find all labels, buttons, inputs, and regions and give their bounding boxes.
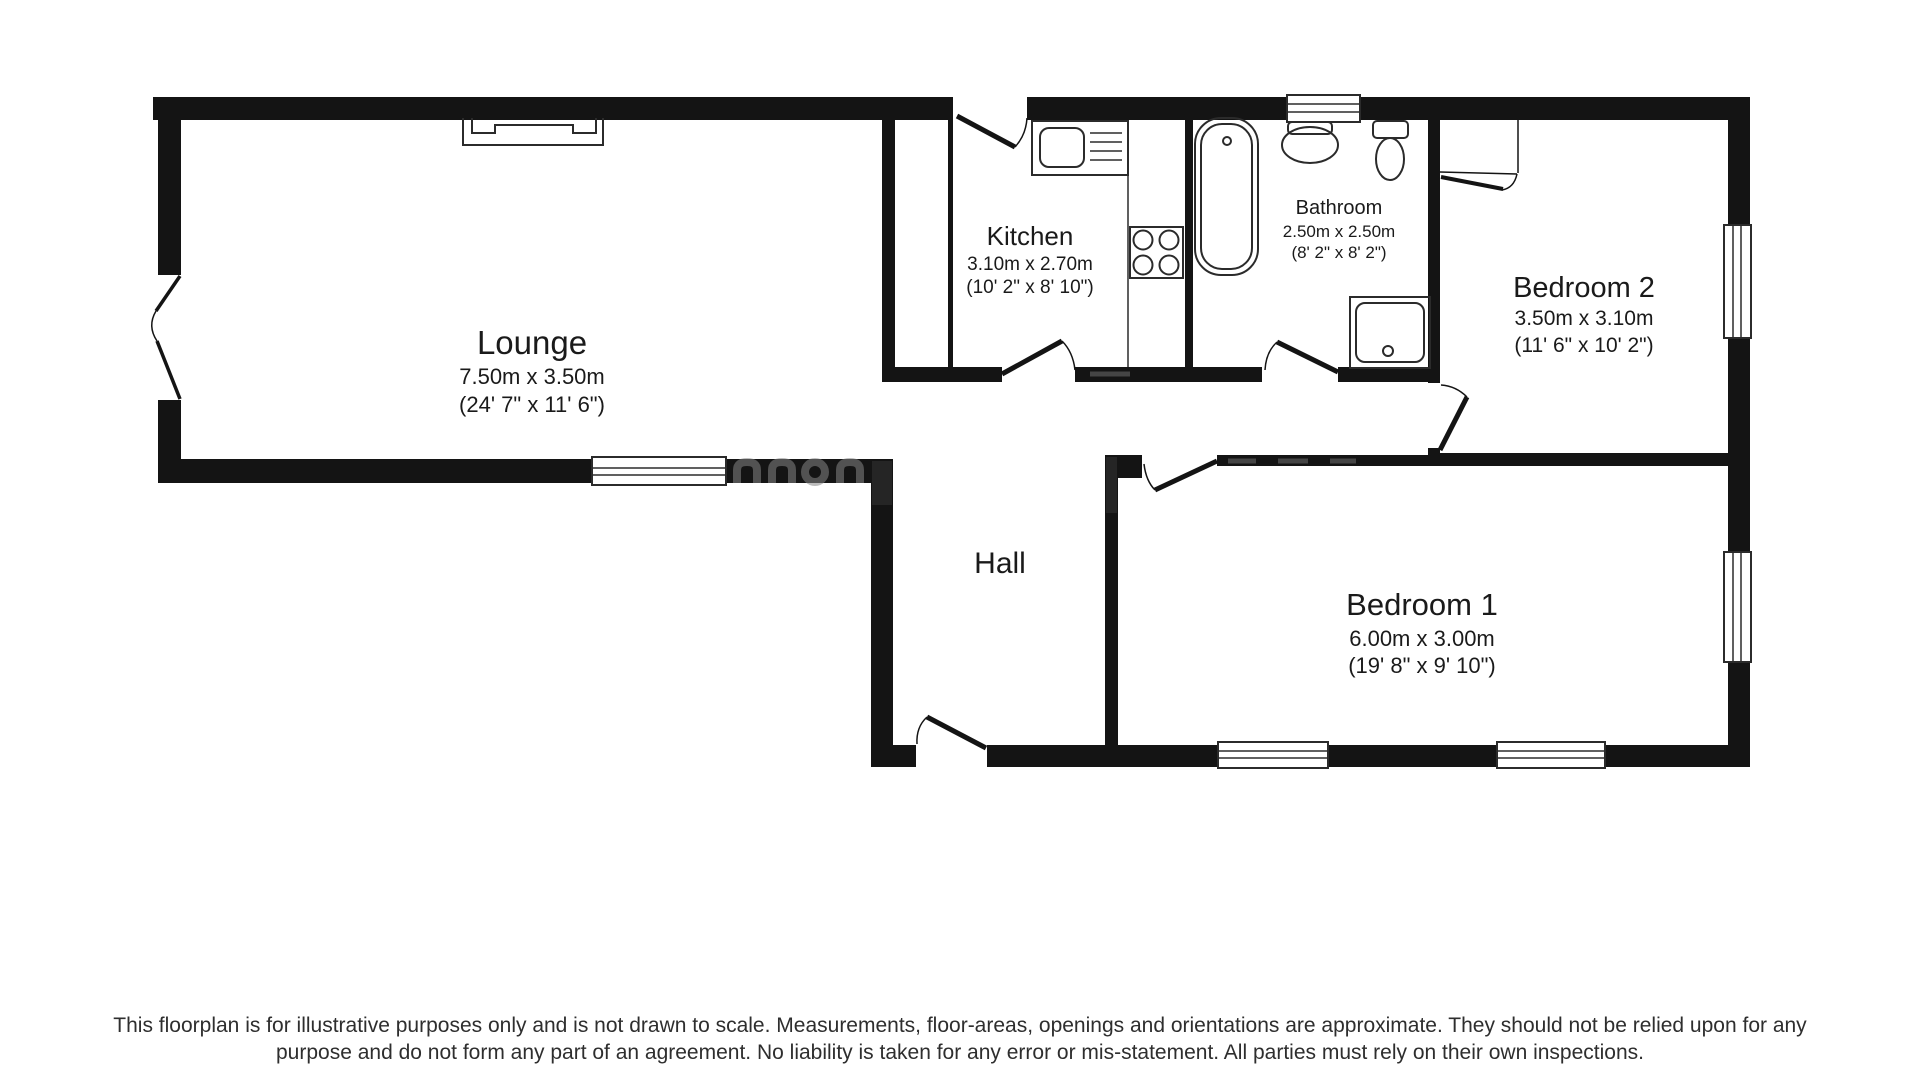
basin: [1282, 122, 1338, 163]
room-dimensions-imperial: (24' 7" x 11' 6"): [459, 391, 605, 417]
room-dimensions-imperial: (11' 6" x 10' 2"): [1514, 333, 1654, 357]
bathtub: [1195, 118, 1258, 275]
door-bedroom2-cupboard: [1440, 118, 1518, 190]
room-name: Bedroom 1: [1346, 587, 1498, 622]
room-dimensions-imperial: (19' 8" x 9' 10"): [1348, 653, 1496, 679]
wall-bottom-west: [871, 745, 916, 767]
window-bathroom-top: [1287, 95, 1360, 122]
watermark-fragments: [737, 374, 1356, 513]
window-lounge: [592, 457, 726, 485]
wall-lounge-kitchen: [882, 120, 895, 382]
label-hall: [974, 545, 1026, 583]
room-dimensions-metric: 3.10m x 2.70m: [967, 253, 1093, 275]
kitchen-sink: [1032, 121, 1128, 175]
wall-bedroom2-bottom: [1440, 453, 1750, 466]
room-dimensions-metric: 7.50m x 3.50m: [459, 364, 605, 390]
label-bedroom-2: [1513, 270, 1655, 359]
room-dimensions-metric: 3.50m x 3.10m: [1514, 307, 1654, 331]
disclaimer-line-1: This floorplan is for illustrative purposes only and is not drawn to scale. Measurements, floor-areas, openings and orientations are approximate. They should not be relied upon for any: [113, 1014, 1807, 1037]
wall-top-east: [1027, 97, 1750, 120]
wall-bedroom2-door-post: [1428, 448, 1440, 466]
room-dimensions-imperial: (10' 2" x 8' 10"): [966, 277, 1094, 299]
wall-kitchen-west: [948, 120, 953, 370]
windows: [592, 95, 1751, 768]
room-name: Lounge: [476, 324, 588, 361]
room-name: Bedroom 2: [1513, 272, 1655, 304]
wall-bathroom-bottom: [1338, 367, 1432, 382]
wall-left-upper: [158, 97, 181, 275]
wall-kitchen-bathroom: [1185, 120, 1193, 367]
room-dimensions-metric: 6.00m x 3.00m: [1349, 625, 1495, 651]
wall-kitchen-bottom-west: [882, 367, 1002, 382]
room-dimensions-metric: 2.50m x 2.50m: [1282, 222, 1396, 241]
disclaimer-line-2: purpose and do not form any part of an agreement. No liability is taken for any error or mis-statement. All parties must rely on their own inspections.: [276, 1041, 1644, 1064]
door-bathroom: [1265, 342, 1338, 372]
kitchen-hob: [1130, 227, 1183, 278]
wall-bottom-east: [987, 745, 1750, 767]
door-kitchen-top: [957, 116, 1027, 147]
window-bedroom1-east: [1724, 552, 1751, 662]
room-name: Kitchen: [986, 221, 1074, 251]
door-bedroom1: [1144, 461, 1217, 490]
window-bedroom1-south-2: [1497, 742, 1605, 768]
door-front: [917, 717, 986, 748]
door-kitchen-hall: [1002, 341, 1075, 374]
window-bedroom2: [1724, 225, 1751, 338]
shower: [1350, 297, 1430, 368]
label-bathroom: [1283, 196, 1395, 264]
wall-hall-left: [871, 459, 893, 767]
toilet: [1373, 121, 1408, 180]
fireplace: [463, 118, 603, 145]
wall-right: [1728, 97, 1750, 767]
label-lounge: [459, 322, 605, 418]
label-kitchen: [966, 220, 1093, 300]
bay-opening-lounge: [152, 276, 180, 399]
room-name: Hall: [974, 547, 1026, 580]
disclaimer: [0, 1012, 1920, 1066]
window-bedroom1-south-1: [1218, 742, 1328, 768]
room-dimensions-imperial: (8' 2" x 8' 2"): [1291, 243, 1387, 263]
room-name: Bathroom: [1295, 197, 1383, 219]
label-bedroom-1: [1346, 586, 1498, 680]
door-bedroom2: [1440, 385, 1467, 450]
wall-top-west: [153, 97, 953, 120]
